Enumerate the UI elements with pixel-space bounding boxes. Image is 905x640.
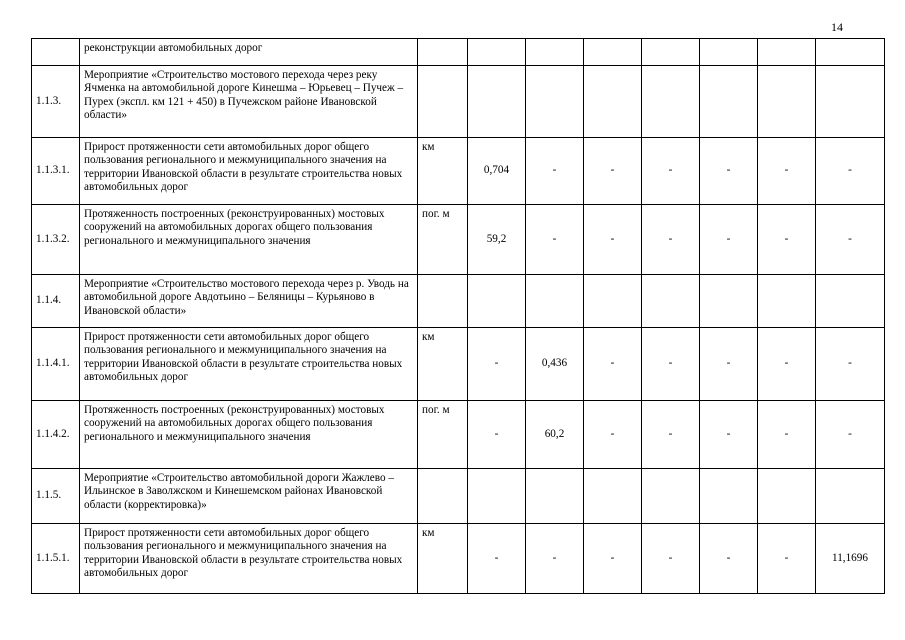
row-value-cell bbox=[584, 469, 642, 524]
row-value-cell bbox=[468, 275, 526, 328]
table-body bbox=[32, 39, 885, 594]
row-value-cell bbox=[816, 39, 885, 66]
row-value-cell: - bbox=[758, 328, 816, 401]
row-value-cell: 60,2 bbox=[526, 401, 584, 469]
row-description-cell: Прирост протяженности сети автомобильных дорог общего пользования регионального и межмуниципального значения на территории Ивановской области в результате строительства новых автомобильных дорог bbox=[80, 524, 418, 594]
row-value-cell bbox=[642, 469, 700, 524]
indicators-table bbox=[31, 38, 885, 594]
row-value-cell bbox=[758, 66, 816, 138]
row-description-cell: Протяженность построенных (реконструированных) мостовых сооружений на автомобильных дорогах общего пользования регионального и межмуниципального значения bbox=[80, 205, 418, 275]
row-value-cell: 59,2 bbox=[468, 205, 526, 275]
row-description-cell: Прирост протяженности сети автомобильных дорог общего пользования регионального и межмуниципального значения на территории Ивановской области в результате строительства новых автомобильных дорог bbox=[80, 138, 418, 205]
row-value-cell: - bbox=[816, 401, 885, 469]
row-value-cell: - bbox=[642, 524, 700, 594]
row-value-cell: - bbox=[758, 138, 816, 205]
row-description-cell: Протяженность построенных (реконструированных) мостовых сооружений на автомобильных дорогах общего пользования регионального и межмуниципального значения bbox=[80, 401, 418, 469]
row-value-cell bbox=[642, 39, 700, 66]
row-number-cell: 1.1.4.1. bbox=[32, 328, 80, 401]
row-unit-cell bbox=[418, 39, 468, 66]
row-value-cell: - bbox=[816, 328, 885, 401]
row-value-cell: - bbox=[700, 138, 758, 205]
row-value-cell: - bbox=[816, 138, 885, 205]
row-number-cell: 1.1.5.1. bbox=[32, 524, 80, 594]
row-unit-cell: км bbox=[418, 328, 468, 401]
row-value-cell: - bbox=[468, 401, 526, 469]
row-value-cell bbox=[468, 66, 526, 138]
row-description-cell: Мероприятие «Строительство мостового перехода через р. Уводь на автомобильной дороге Авдотьино – Беляницы – Курьяново в Ивановской области» bbox=[80, 275, 418, 328]
row-value-cell bbox=[700, 469, 758, 524]
table-row bbox=[32, 401, 885, 469]
table-row bbox=[32, 205, 885, 275]
table-row bbox=[32, 39, 885, 66]
row-value-cell: - bbox=[758, 401, 816, 469]
row-value-cell bbox=[700, 39, 758, 66]
row-number-cell bbox=[32, 39, 80, 66]
row-value-cell bbox=[526, 275, 584, 328]
row-value-cell: - bbox=[700, 401, 758, 469]
row-number-cell: 1.1.4. bbox=[32, 275, 80, 328]
row-value-cell: - bbox=[816, 205, 885, 275]
row-value-cell: - bbox=[526, 205, 584, 275]
row-value-cell: - bbox=[468, 328, 526, 401]
row-value-cell bbox=[642, 66, 700, 138]
row-description-cell: Прирост протяженности сети автомобильных дорог общего пользования регионального и межмуниципального значения на территории Ивановской области в результате строительства новых автомобильных дорог bbox=[80, 328, 418, 401]
row-value-cell: - bbox=[700, 328, 758, 401]
table-row bbox=[32, 66, 885, 138]
row-unit-cell bbox=[418, 275, 468, 328]
row-number-cell: 1.1.3.2. bbox=[32, 205, 80, 275]
row-unit-cell: пог. м bbox=[418, 401, 468, 469]
row-number-cell: 1.1.4.2. bbox=[32, 401, 80, 469]
row-value-cell: 0,704 bbox=[468, 138, 526, 205]
row-value-cell bbox=[700, 275, 758, 328]
page-number: 14 bbox=[831, 20, 843, 34]
row-value-cell: - bbox=[700, 524, 758, 594]
row-number-cell: 1.1.3.1. bbox=[32, 138, 80, 205]
row-description-cell: Мероприятие «Строительство автомобильной дороги Жажлево – Ильинское в Заволжском и Кинешемском районах Ивановской области (корректировка)» bbox=[80, 469, 418, 524]
row-value-cell: - bbox=[584, 524, 642, 594]
row-value-cell: - bbox=[526, 138, 584, 205]
row-value-cell: - bbox=[700, 205, 758, 275]
table-row bbox=[32, 138, 885, 205]
row-value-cell bbox=[816, 275, 885, 328]
row-value-cell: - bbox=[468, 524, 526, 594]
table-row bbox=[32, 328, 885, 401]
row-value-cell: 0,436 bbox=[526, 328, 584, 401]
row-unit-cell: км bbox=[418, 138, 468, 205]
row-value-cell bbox=[642, 275, 700, 328]
row-value-cell: - bbox=[642, 205, 700, 275]
row-value-cell: - bbox=[584, 205, 642, 275]
row-value-cell bbox=[700, 66, 758, 138]
row-value-cell: 11,1696 bbox=[816, 524, 885, 594]
row-unit-cell: км bbox=[418, 524, 468, 594]
row-value-cell bbox=[584, 275, 642, 328]
row-value-cell bbox=[758, 469, 816, 524]
row-unit-cell bbox=[418, 66, 468, 138]
row-value-cell: - bbox=[758, 205, 816, 275]
row-value-cell bbox=[526, 39, 584, 66]
row-value-cell bbox=[816, 66, 885, 138]
row-unit-cell: пог. м bbox=[418, 205, 468, 275]
row-description-cell: реконструкции автомобильных дорог bbox=[80, 39, 418, 66]
row-number-cell: 1.1.5. bbox=[32, 469, 80, 524]
row-value-cell bbox=[526, 469, 584, 524]
row-value-cell bbox=[584, 66, 642, 138]
table-row bbox=[32, 469, 885, 524]
row-value-cell: - bbox=[642, 401, 700, 469]
row-value-cell: - bbox=[584, 138, 642, 205]
row-value-cell: - bbox=[584, 328, 642, 401]
row-value-cell: - bbox=[642, 328, 700, 401]
row-value-cell: - bbox=[584, 401, 642, 469]
row-description-cell: Мероприятие «Строительство мостового перехода через реку Ячменка на автомобильной дороге Кинешма – Юрьевец – Пучеж – Пурех (экспл. км 121 + 450) в Пучежском районе Ивановской области» bbox=[80, 66, 418, 138]
row-value-cell bbox=[758, 275, 816, 328]
table-row bbox=[32, 275, 885, 328]
row-value-cell bbox=[468, 39, 526, 66]
row-value-cell: - bbox=[642, 138, 700, 205]
table-row bbox=[32, 524, 885, 594]
row-value-cell bbox=[526, 66, 584, 138]
row-value-cell bbox=[468, 469, 526, 524]
row-value-cell bbox=[816, 469, 885, 524]
row-value-cell: - bbox=[526, 524, 584, 594]
row-unit-cell bbox=[418, 469, 468, 524]
row-value-cell bbox=[584, 39, 642, 66]
row-value-cell: - bbox=[758, 524, 816, 594]
row-number-cell: 1.1.3. bbox=[32, 66, 80, 138]
row-value-cell bbox=[758, 39, 816, 66]
